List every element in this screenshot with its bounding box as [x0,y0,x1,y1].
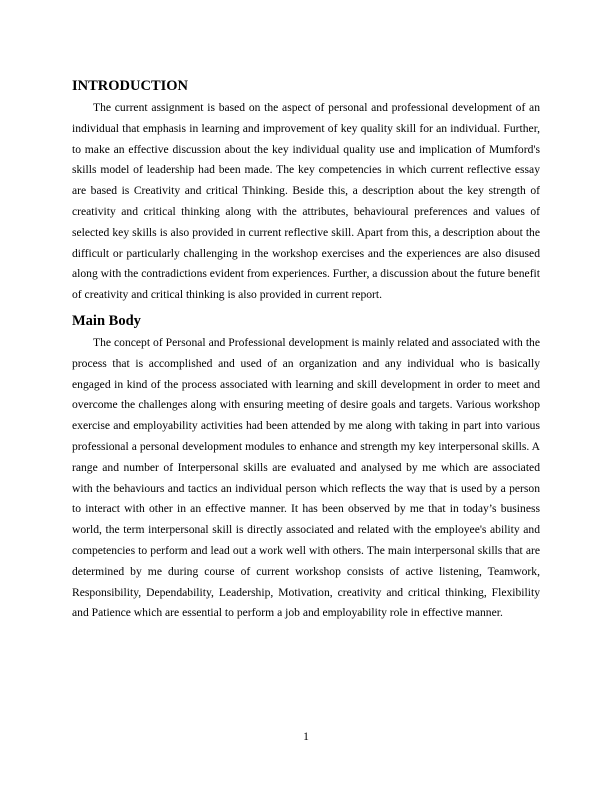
main-body-paragraph: The concept of Personal and Professional development is mainly related and associated with the process that is accomplished and used of an organization and any individual who is basically engaged in kind of the process associated with learning and skill development in order to meet and overcome the challenges along with ensuring meeting of desire goals and targets. Various workshop exercise and employability activities had been attended by me along with taking in part into various professional a personal development modules to enhance and strength my key interpersonal skills. A range and number of Interpersonal skills are evaluated and analysed by me which are associated with the behaviours and tactics an individual person which reflects the way that is used by a person to interact with other in an effective manner. It has been observed by me that in today’s business world, the term interpersonal skill is directly associated and related with the employee's ability and competencies to perform and lead out a work well with others. The main interpersonal skills that are determined by me during course of current workshop consists of active listening, Teamwork, Responsibility, Dependability, Leadership, Motivation, creativity and critical thinking, Flexibility and Patience which are essential to perform a job and employability role in effective manner. [72,335,540,620]
page-content [72,77,540,624]
page-number: 1 [303,730,309,743]
introduction-heading: INTRODUCTION [72,78,189,94]
introduction-paragraph: The current assignment is based on the aspect of personal and professional development of an individual that emphasis in learning and improvement of key quality skill for an individual. Further, to make an effective discussion about the key individual quality use and implication of Mumford's skills model of leadership had been made. The key competencies in which current reflective essay are based is Creativity and critical Thinking. Beside this, a description about the key strength of creativity and critical thinking along with the attributes, behavioural preferences and values of selected key skills is also provided in current reflective skill. Apart from this, a description about the difficult or particularly challenging in the workshop exercises and the experiences are also disused along with the contradictions evident from experiences. Further, a discussion about the future benefit of creativity and critical thinking is also provided in current report. [72,101,540,302]
main-body-heading: Main Body [72,312,141,329]
